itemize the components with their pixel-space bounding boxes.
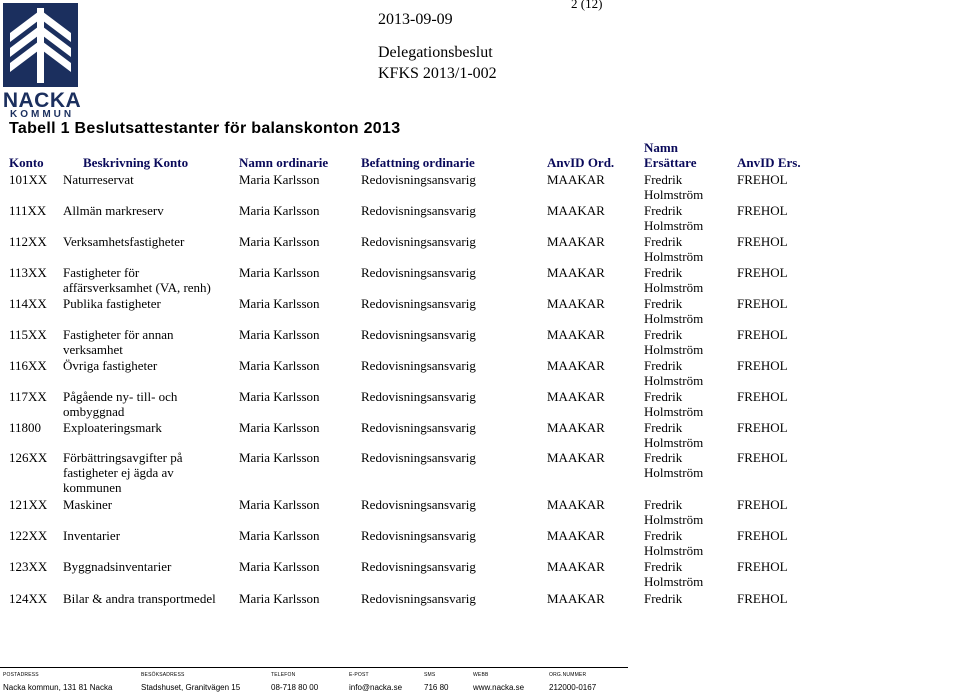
header-befattning: Befattning ordinarie [361,155,475,170]
footer-label-postadress: POSTADRESS [3,672,39,678]
cell-ersattare: Fredrik [644,389,683,404]
document-reference: KFKS 2013/1-002 [378,65,497,82]
cell-ersattare: Fredrik [644,358,683,373]
cell-befattning: Redovisningsansvarig [361,327,476,342]
cell-ersattare: Holmström [644,435,704,450]
header-beskrivning: Beskrivning Konto [83,155,189,170]
cell-konto: 126XX [9,450,48,465]
cell-beskrivning: verksamhet [63,342,123,357]
cell-befattning: Redovisningsansvarig [361,203,476,218]
cell-anvid-ers: FREHOL [737,450,788,465]
cell-ersattare: Holmström [644,187,704,202]
cell-anvid-ers: FREHOL [737,497,788,512]
page-number: 2 (12) [571,0,603,11]
cell-anvid-ord: MAAKAR [547,528,605,543]
table-caption: Tabell 1 Beslutsattestanter för balanskonton 2013 [9,120,401,137]
nacka-logo-emblem [0,0,82,92]
header-konto: Konto [9,155,44,170]
header-namn-ersattare-2: Ersättare [644,155,697,170]
cell-befattning: Redovisningsansvarig [361,450,476,465]
cell-anvid-ers: FREHOL [737,172,788,187]
cell-beskrivning: kommunen [63,480,122,495]
cell-anvid-ord: MAAKAR [547,296,605,311]
footer-label-besoksadress: BESÖKSADRESS [141,672,185,678]
document-date: 2013-09-09 [378,11,453,28]
footer-label-telefon: TELEFON [271,672,296,678]
cell-befattning: Redovisningsansvarig [361,497,476,512]
cell-ersattare: Fredrik [644,296,683,311]
cell-anvid-ers: FREHOL [737,389,788,404]
cell-beskrivning: Maskiner [63,497,113,512]
cell-konto: 123XX [9,559,48,574]
cell-konto: 11800 [9,420,42,435]
cell-ersattare: Fredrik [644,450,683,465]
cell-konto: 101XX [9,172,48,187]
cell-ersattare: Holmström [644,342,704,357]
cell-anvid-ers: FREHOL [737,420,788,435]
cell-namn-ordinarie: Maria Karlsson [239,528,320,543]
cell-anvid-ord: MAAKAR [547,358,605,373]
cell-namn-ordinarie: Maria Karlsson [239,327,320,342]
cell-anvid-ord: MAAKAR [547,420,605,435]
footer-webb: www.nacka.se [473,683,525,692]
cell-beskrivning: Verksamhetsfastigheter [63,234,185,249]
header-namn-ersattare-1: Namn [644,140,678,155]
cell-befattning: Redovisningsansvarig [361,296,476,311]
cell-konto: 112XX [9,234,47,249]
cell-beskrivning: ombyggnad [63,404,125,419]
cell-beskrivning: Bilar & andra transportmedel [63,591,216,606]
cell-anvid-ers: FREHOL [737,234,788,249]
cell-ersattare: Fredrik [644,420,683,435]
cell-anvid-ers: FREHOL [737,559,788,574]
cell-namn-ordinarie: Maria Karlsson [239,234,320,249]
cell-befattning: Redovisningsansvarig [361,420,476,435]
cell-ersattare: Holmström [644,280,704,295]
cell-konto: 111XX [9,203,47,218]
cell-anvid-ers: FREHOL [737,265,788,280]
cell-konto: 116XX [9,358,47,373]
cell-ersattare: Fredrik [644,591,683,606]
footer-rule [0,667,628,668]
cell-anvid-ers: FREHOL [737,296,788,311]
cell-anvid-ord: MAAKAR [547,559,605,574]
cell-befattning: Redovisningsansvarig [361,265,476,280]
cell-beskrivning: affärsverksamhet (VA, renh) [63,280,211,295]
cell-namn-ordinarie: Maria Karlsson [239,591,320,606]
cell-ersattare: Holmström [644,574,704,589]
cell-anvid-ord: MAAKAR [547,203,605,218]
header-anvid-ord: AnvID Ord. [547,155,615,170]
cell-ersattare: Fredrik [644,203,683,218]
cell-befattning: Redovisningsansvarig [361,591,476,606]
cell-beskrivning: Inventarier [63,528,121,543]
cell-ersattare: Fredrik [644,265,683,280]
footer-orgnummer: 212000-0167 [549,683,597,692]
cell-befattning: Redovisningsansvarig [361,389,476,404]
cell-ersattare: Fredrik [644,497,683,512]
cell-ersattare: Fredrik [644,234,683,249]
cell-anvid-ord: MAAKAR [547,497,605,512]
cell-anvid-ord: MAAKAR [547,327,605,342]
cell-namn-ordinarie: Maria Karlsson [239,497,320,512]
cell-beskrivning: Fastigheter för annan [63,327,174,342]
cell-konto: 115XX [9,327,47,342]
cell-beskrivning: fastigheter ej ägda av [63,465,174,480]
cell-beskrivning: Allmän markreserv [63,203,164,218]
cell-anvid-ord: MAAKAR [547,234,605,249]
cell-anvid-ers: FREHOL [737,327,788,342]
footer-label-orgnummer: ORG.NUMMER [549,672,587,678]
cell-konto: 124XX [9,591,48,606]
cell-konto: 121XX [9,497,48,512]
cell-ersattare: Holmström [644,404,704,419]
cell-anvid-ord: MAAKAR [547,450,605,465]
cell-ersattare: Holmström [644,311,704,326]
cell-namn-ordinarie: Maria Karlsson [239,358,320,373]
cell-anvid-ers: FREHOL [737,203,788,218]
cell-anvid-ord: MAAKAR [547,172,605,187]
cell-ersattare: Holmström [644,543,704,558]
cell-konto: 117XX [9,389,47,404]
cell-befattning: Redovisningsansvarig [361,234,476,249]
logo-subtitle: KOMMUN [10,109,75,120]
header-namn-ordinarie: Namn ordinarie [239,155,329,170]
cell-befattning: Redovisningsansvarig [361,358,476,373]
cell-beskrivning: Pågående ny- till- och [63,389,178,404]
cell-befattning: Redovisningsansvarig [361,528,476,543]
cell-namn-ordinarie: Maria Karlsson [239,265,320,280]
cell-beskrivning: Naturreservat [63,172,134,187]
footer-telefon: 08-718 80 00 [271,683,319,692]
cell-namn-ordinarie: Maria Karlsson [239,296,320,311]
cell-ersattare: Holmström [644,512,704,527]
footer-besoksadress: Stadshuset, Granitvägen 15 [141,683,241,692]
cell-namn-ordinarie: Maria Karlsson [239,203,320,218]
footer-postadress: Nacka kommun, 131 81 Nacka [3,683,113,692]
footer-label-sms: SMS [424,672,436,678]
header-anvid-ers: AnvID Ers. [737,155,801,170]
cell-beskrivning: Exploateringsmark [63,420,162,435]
cell-ersattare: Fredrik [644,172,683,187]
cell-beskrivning: Fastigheter för [63,265,140,280]
cell-anvid-ord: MAAKAR [547,591,605,606]
footer-sms: 716 80 [424,683,449,692]
cell-namn-ordinarie: Maria Karlsson [239,389,320,404]
cell-befattning: Redovisningsansvarig [361,172,476,187]
cell-konto: 114XX [9,296,47,311]
cell-namn-ordinarie: Maria Karlsson [239,420,320,435]
cell-ersattare: Holmström [644,249,704,264]
cell-konto: 122XX [9,528,48,543]
cell-anvid-ers: FREHOL [737,358,788,373]
document-title: Delegationsbeslut [378,44,493,61]
cell-ersattare: Holmström [644,465,704,480]
cell-ersattare: Holmström [644,218,704,233]
cell-beskrivning: Förbättringsavgifter på [63,450,183,465]
cell-ersattare: Fredrik [644,528,683,543]
cell-beskrivning: Byggnadsinventarier [63,559,172,574]
cell-anvid-ers: FREHOL [737,528,788,543]
cell-beskrivning: Övriga fastigheter [63,358,158,373]
cell-anvid-ers: FREHOL [737,591,788,606]
footer-label-webb: WEBB [473,672,489,678]
cell-ersattare: Fredrik [644,559,683,574]
cell-anvid-ord: MAAKAR [547,265,605,280]
footer-epost: info@nacka.se [349,683,403,692]
footer-label-epost: E-POST [349,672,369,678]
cell-namn-ordinarie: Maria Karlsson [239,559,320,574]
cell-befattning: Redovisningsansvarig [361,559,476,574]
cell-anvid-ord: MAAKAR [547,389,605,404]
cell-ersattare: Holmström [644,373,704,388]
cell-namn-ordinarie: Maria Karlsson [239,450,320,465]
logo-name: NACKA [2,89,82,112]
cell-namn-ordinarie: Maria Karlsson [239,172,320,187]
cell-konto: 113XX [9,265,47,280]
cell-ersattare: Fredrik [644,327,683,342]
cell-beskrivning: Publika fastigheter [63,296,161,311]
